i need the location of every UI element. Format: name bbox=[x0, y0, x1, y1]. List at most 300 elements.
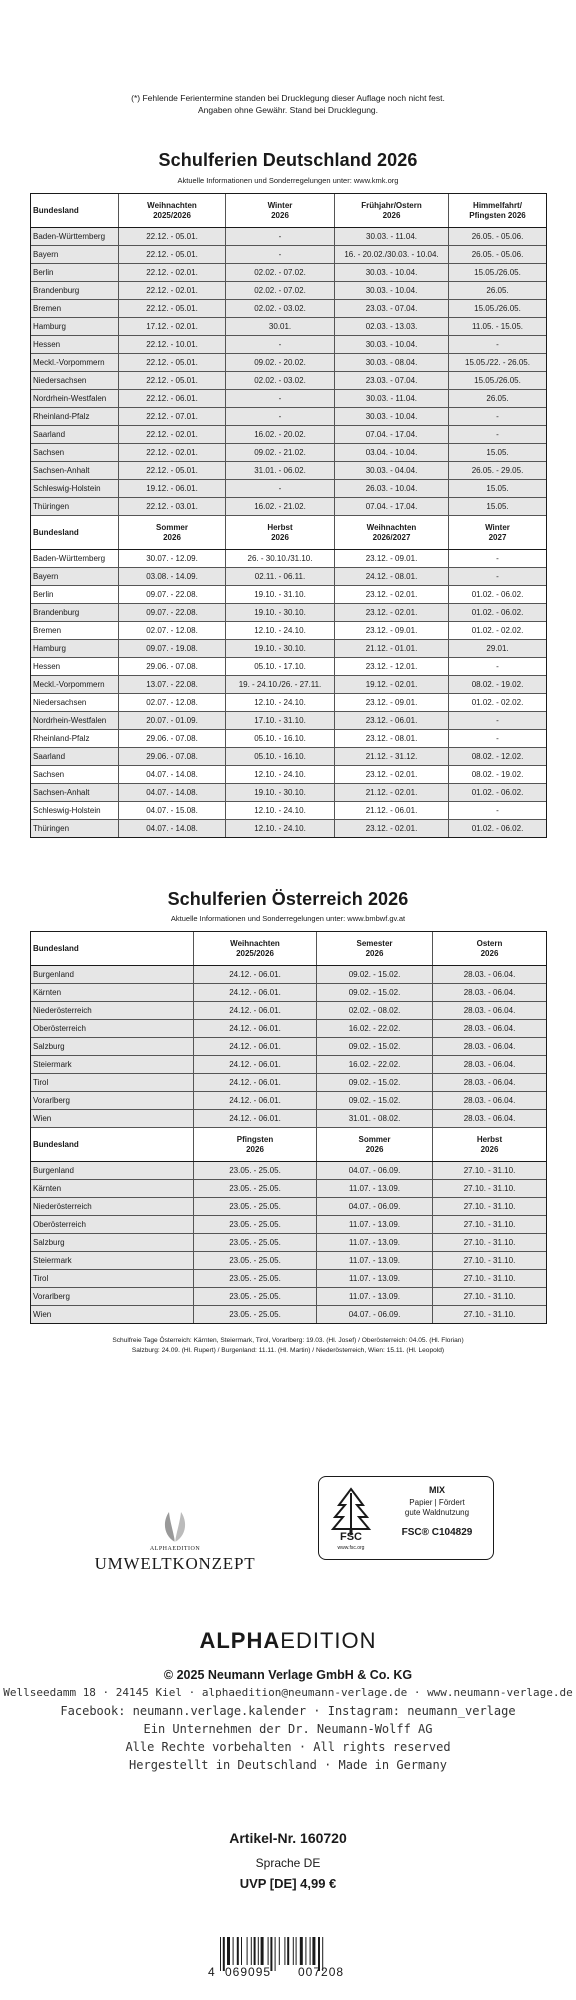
holiday-date-cell: - bbox=[449, 730, 547, 748]
state-name-cell: Niederösterreich bbox=[31, 1198, 194, 1216]
barcode-bar bbox=[310, 1937, 311, 1965]
table-row bbox=[31, 730, 547, 748]
state-name-cell: Niederösterreich bbox=[31, 1002, 194, 1020]
holiday-date-cell: 22.12. - 05.01. bbox=[119, 372, 226, 390]
state-name-cell: Bremen bbox=[31, 300, 119, 318]
holiday-date-cell: 01.02. - 06.02. bbox=[449, 604, 547, 622]
holiday-date-cell: 23.05. - 25.05. bbox=[194, 1270, 317, 1288]
holiday-date-cell: 09.02. - 15.02. bbox=[317, 1092, 433, 1110]
holiday-date-cell: 11.07. - 13.09. bbox=[317, 1216, 433, 1234]
state-name-cell: Steiermark bbox=[31, 1056, 194, 1074]
holiday-date-cell: 03.04. - 10.04. bbox=[335, 444, 449, 462]
table-row bbox=[31, 550, 547, 568]
barcode-bar bbox=[227, 1937, 230, 1965]
table-row bbox=[31, 802, 547, 820]
holiday-date-cell: 26.05. bbox=[449, 390, 547, 408]
column-header-winter: Winter 2027 bbox=[449, 516, 547, 550]
holiday-date-cell: 23.05. - 25.05. bbox=[194, 1216, 317, 1234]
table-row bbox=[31, 1198, 547, 1216]
table-row bbox=[31, 318, 547, 336]
table-row bbox=[31, 498, 547, 516]
fsc-badge bbox=[318, 1476, 494, 1560]
holiday-date-cell: 02.02. - 08.02. bbox=[317, 1002, 433, 1020]
holiday-date-cell: 09.02. - 21.02. bbox=[226, 444, 335, 462]
column-header-bundesland: Bundesland bbox=[31, 1128, 194, 1162]
state-name-cell: Berlin bbox=[31, 264, 119, 282]
holiday-date-cell: - bbox=[226, 246, 335, 264]
holiday-date-cell: 23.12. - 06.01. bbox=[335, 712, 449, 730]
holiday-date-cell: 24.12. - 08.01. bbox=[335, 568, 449, 586]
column-header-fruehjahr-ostern: Frühjahr/Ostern 2026 bbox=[335, 194, 449, 228]
barcode-bar bbox=[287, 1937, 289, 1965]
holiday-date-cell: 02.07. - 12.08. bbox=[119, 622, 226, 640]
holiday-date-cell: 08.02. - 12.02. bbox=[449, 748, 547, 766]
state-name-cell: Hamburg bbox=[31, 318, 119, 336]
holiday-date-cell: - bbox=[449, 712, 547, 730]
school-free-days-line-1: Schulfreie Tage Österreich: Kärnten, Steiermark, Tirol, Vorarlberg: 19.03. (Hl. Josef) / Oberösterreich: 04.05. (Hl. Florian) bbox=[112, 1337, 464, 1344]
column-header-weihnachten: Weihnachten 2025/2026 bbox=[119, 194, 226, 228]
holiday-date-cell: 23.12. - 02.01. bbox=[335, 604, 449, 622]
holiday-date-cell: 22.12. - 10.01. bbox=[119, 336, 226, 354]
holiday-date-cell: 23.05. - 25.05. bbox=[194, 1180, 317, 1198]
barcode-digits-right: 007208 bbox=[298, 1965, 345, 1979]
disclaimer-line-2: Angaben ohne Gewähr. Stand bei Drucklegung. bbox=[197, 105, 379, 115]
state-name-cell: Burgenland bbox=[31, 1162, 194, 1180]
table-row bbox=[31, 1252, 547, 1270]
holiday-date-cell: 02.02. - 03.02. bbox=[226, 300, 335, 318]
table-row bbox=[31, 784, 547, 802]
holiday-date-cell: - bbox=[226, 408, 335, 426]
holiday-date-cell: 04.07. - 06.09. bbox=[317, 1162, 433, 1180]
holiday-date-cell: 28.03. - 06.04. bbox=[433, 1038, 547, 1056]
article-number: Artikel-Nr. 160720 bbox=[229, 1830, 347, 1846]
holiday-date-cell: 22.12. - 05.01. bbox=[119, 354, 226, 372]
holiday-date-cell: 21.12. - 02.01. bbox=[335, 784, 449, 802]
column-header-bundesland: Bundesland bbox=[31, 932, 194, 966]
copyright: © 2025 Neumann Verlage GmbH & Co. KG bbox=[163, 1668, 413, 1682]
holiday-date-cell: 12.10. - 24.10. bbox=[226, 820, 335, 838]
holiday-date-cell: 30.03. - 10.04. bbox=[335, 408, 449, 426]
barcode-bar bbox=[312, 1937, 315, 1965]
holiday-date-cell: 29.06. - 07.08. bbox=[119, 748, 226, 766]
state-name-cell: Salzburg bbox=[31, 1038, 194, 1056]
holiday-date-cell: 19. - 24.10./26. - 27.11. bbox=[226, 676, 335, 694]
state-name-cell: Nordrhein-Westfalen bbox=[31, 712, 119, 730]
barcode-bar bbox=[305, 1937, 306, 1965]
barcode-bar bbox=[247, 1937, 248, 1965]
state-name-cell: Schleswig-Holstein bbox=[31, 480, 119, 498]
state-name-cell: Baden-Württemberg bbox=[31, 550, 119, 568]
umwelt-brand: ALPHAEDITION bbox=[149, 1546, 201, 1552]
table-row bbox=[31, 586, 547, 604]
holiday-date-cell: 22.12. - 07.01. bbox=[119, 408, 226, 426]
table-row bbox=[31, 372, 547, 390]
state-name-cell: Sachsen-Anhalt bbox=[31, 784, 119, 802]
state-name-cell: Burgenland bbox=[31, 966, 194, 984]
holiday-date-cell: 21.12. - 06.01. bbox=[335, 802, 449, 820]
holiday-date-cell: 22.12. - 02.01. bbox=[119, 282, 226, 300]
holiday-date-cell: 24.12. - 06.01. bbox=[194, 1074, 317, 1092]
barcode-digits-left: 069095 bbox=[225, 1965, 272, 1979]
umwelt-name: UMWELTKONZEPT bbox=[94, 1554, 256, 1573]
table-row bbox=[31, 1270, 547, 1288]
table-row bbox=[31, 228, 547, 246]
holiday-date-cell: - bbox=[449, 550, 547, 568]
state-name-cell: Thüringen bbox=[31, 820, 119, 838]
table-row bbox=[31, 1020, 547, 1038]
holiday-date-cell: 28.03. - 06.04. bbox=[433, 1074, 547, 1092]
holiday-date-cell: 29.01. bbox=[449, 640, 547, 658]
barcode-bar bbox=[279, 1937, 280, 1965]
table-row bbox=[31, 820, 547, 838]
holiday-date-cell: 11.07. - 13.09. bbox=[317, 1252, 433, 1270]
state-name-cell: Saarland bbox=[31, 426, 119, 444]
holiday-date-cell: 19.10. - 30.10. bbox=[226, 640, 335, 658]
state-name-cell: Steiermark bbox=[31, 1252, 194, 1270]
state-name-cell: Niedersachsen bbox=[31, 372, 119, 390]
holiday-date-cell: 22.12. - 02.01. bbox=[119, 264, 226, 282]
state-name-cell: Schleswig-Holstein bbox=[31, 802, 119, 820]
holiday-date-cell: 23.12. - 02.01. bbox=[335, 586, 449, 604]
table-row bbox=[31, 1038, 547, 1056]
holiday-date-cell: 27.10. - 31.10. bbox=[433, 1162, 547, 1180]
holiday-date-cell: 22.12. - 06.01. bbox=[119, 390, 226, 408]
holiday-date-cell: 24.12. - 06.01. bbox=[194, 966, 317, 984]
publisher-made-in: Hergestellt in Deutschland · Made in Germany bbox=[129, 1758, 447, 1772]
holiday-date-cell: 09.07. - 22.08. bbox=[119, 586, 226, 604]
state-name-cell: Sachsen bbox=[31, 766, 119, 784]
table-row bbox=[31, 766, 547, 784]
holiday-date-cell: 07.04. - 17.04. bbox=[335, 498, 449, 516]
holiday-date-cell: 04.07. - 14.08. bbox=[119, 766, 226, 784]
table-header-row bbox=[31, 1128, 547, 1162]
state-name-cell: Oberösterreich bbox=[31, 1216, 194, 1234]
holiday-date-cell: 15.05. bbox=[449, 444, 547, 462]
column-header-weihnachten: Weihnachten 2025/2026 bbox=[194, 932, 317, 966]
table-row bbox=[31, 1216, 547, 1234]
article-price: UVP [DE] 4,99 € bbox=[239, 1876, 337, 1891]
fsc-description bbox=[385, 1498, 489, 1518]
table-row bbox=[31, 246, 547, 264]
holiday-date-cell: 28.03. - 06.04. bbox=[433, 1092, 547, 1110]
holiday-date-cell: 01.02. - 06.02. bbox=[449, 586, 547, 604]
holiday-date-cell: 29.06. - 07.08. bbox=[119, 658, 226, 676]
holiday-date-cell: 23.03. - 07.04. bbox=[335, 300, 449, 318]
holiday-date-cell: - bbox=[226, 480, 335, 498]
state-name-cell: Hessen bbox=[31, 336, 119, 354]
holiday-date-cell: 02.07. - 12.08. bbox=[119, 694, 226, 712]
table-row bbox=[31, 658, 547, 676]
holiday-date-cell: 15.05./26.05. bbox=[449, 264, 547, 282]
holiday-date-cell: 24.12. - 06.01. bbox=[194, 1056, 317, 1074]
holiday-date-cell: 03.08. - 14.09. bbox=[119, 568, 226, 586]
holiday-date-cell: 30.03. - 11.04. bbox=[335, 228, 449, 246]
state-name-cell: Brandenburg bbox=[31, 282, 119, 300]
holiday-date-cell: 22.12. - 05.01. bbox=[119, 246, 226, 264]
barcode-bar bbox=[275, 1937, 276, 1971]
holiday-date-cell: 22.12. - 05.01. bbox=[119, 462, 226, 480]
state-name-cell: Vorarlberg bbox=[31, 1092, 194, 1110]
holiday-date-cell: 23.05. - 25.05. bbox=[194, 1306, 317, 1324]
state-name-cell: Bayern bbox=[31, 568, 119, 586]
holiday-date-cell: 27.10. - 31.10. bbox=[433, 1306, 547, 1324]
fsc-mix: MIX bbox=[428, 1485, 445, 1495]
state-name-cell: Nordrhein-Westfalen bbox=[31, 390, 119, 408]
holiday-date-cell: 07.04. - 17.04. bbox=[335, 426, 449, 444]
barcode-bar bbox=[254, 1937, 256, 1965]
table-row bbox=[31, 264, 547, 282]
holiday-date-cell: 09.02. - 20.02. bbox=[226, 354, 335, 372]
germany-subtitle: Aktuelle Informationen und Sonderregelungen unter: www.kmk.org bbox=[177, 176, 399, 185]
holiday-date-cell: 09.07. - 19.08. bbox=[119, 640, 226, 658]
state-name-cell: Niedersachsen bbox=[31, 694, 119, 712]
disclaimer-line-1: (*) Fehlende Ferientermine standen bei Drucklegung dieser Auflage noch nicht fest. bbox=[131, 93, 445, 103]
state-name-cell: Tirol bbox=[31, 1074, 194, 1092]
fsc-description-line-1: Papier | Fördert bbox=[409, 1498, 465, 1507]
holiday-date-cell: 23.05. - 25.05. bbox=[194, 1162, 317, 1180]
holiday-date-cell: 17.10. - 31.10. bbox=[226, 712, 335, 730]
germany-title: Schulferien Deutschland 2026 bbox=[158, 150, 418, 170]
column-header-herbst: Herbst 2026 bbox=[226, 516, 335, 550]
school-free-days-note bbox=[30, 1336, 546, 1356]
barcode-bar bbox=[268, 1937, 269, 1965]
holiday-date-cell: 24.12. - 06.01. bbox=[194, 984, 317, 1002]
barcode-digit-first: 4 bbox=[208, 1965, 215, 1979]
table-row bbox=[31, 1180, 547, 1198]
table-row bbox=[31, 984, 547, 1002]
holiday-date-cell: - bbox=[449, 802, 547, 820]
column-header-weihnachten: Weihnachten 2026/2027 bbox=[335, 516, 449, 550]
holiday-date-cell: 23.12. - 08.01. bbox=[335, 730, 449, 748]
germany-holiday-table bbox=[30, 193, 547, 838]
holiday-date-cell: 21.12. - 01.01. bbox=[335, 640, 449, 658]
barcode-bar bbox=[284, 1937, 285, 1965]
holiday-date-cell: 26.05. - 29.05. bbox=[449, 462, 547, 480]
table-row bbox=[31, 604, 547, 622]
state-name-cell: Bremen bbox=[31, 622, 119, 640]
holiday-date-cell: 19.10. - 30.10. bbox=[226, 784, 335, 802]
barcode-bar bbox=[233, 1937, 234, 1965]
holiday-date-cell: 22.12. - 05.01. bbox=[119, 300, 226, 318]
table-row bbox=[31, 712, 547, 730]
holiday-date-cell: 01.02. - 06.02. bbox=[449, 820, 547, 838]
state-name-cell: Wien bbox=[31, 1306, 194, 1324]
holiday-date-cell: 30.03. - 10.04. bbox=[335, 264, 449, 282]
holiday-date-cell: 22.12. - 02.01. bbox=[119, 426, 226, 444]
holiday-date-cell: 04.07. - 14.08. bbox=[119, 784, 226, 802]
barcode-bar bbox=[296, 1937, 297, 1965]
publisher-address: Wellseedamm 18 · 24145 Kiel · alphaedition@neumann-verlage.de · www.neumann-verlage.de bbox=[3, 1686, 573, 1699]
holiday-date-cell: 23.05. - 25.05. bbox=[194, 1234, 317, 1252]
table-row bbox=[31, 336, 547, 354]
holiday-date-cell: 30.07. - 12.09. bbox=[119, 550, 226, 568]
holiday-date-cell: 09.02. - 15.02. bbox=[317, 966, 433, 984]
holiday-date-cell: 27.10. - 31.10. bbox=[433, 1216, 547, 1234]
holiday-date-cell: 19.10. - 30.10. bbox=[226, 604, 335, 622]
holiday-date-cell: 15.05./22. - 26.05. bbox=[449, 354, 547, 372]
state-name-cell: Rheinland-Pfalz bbox=[31, 730, 119, 748]
table-row bbox=[31, 1092, 547, 1110]
fsc-letters: FSC bbox=[340, 1531, 362, 1543]
holiday-date-cell: 12.10. - 24.10. bbox=[226, 766, 335, 784]
school-free-days-line-2: Salzburg: 24.09. (Hl. Rupert) / Burgenland: 11.11. (Hl. Martin) / Niederösterreich, Wien: 15.11. (Hl. Leopold) bbox=[131, 1347, 445, 1354]
holiday-date-cell: 02.02. - 07.02. bbox=[226, 282, 335, 300]
column-header-himmelfahrt: Himmelfahrt/ Pfingsten 2026 bbox=[449, 194, 547, 228]
holiday-date-cell: - bbox=[226, 336, 335, 354]
holiday-date-cell: 30.03. - 10.04. bbox=[335, 282, 449, 300]
table-header-row bbox=[31, 516, 547, 550]
holiday-date-cell: 23.12. - 09.01. bbox=[335, 550, 449, 568]
alphaedition-logo bbox=[0, 1628, 576, 1654]
holiday-date-cell: 30.03. - 10.04. bbox=[335, 336, 449, 354]
holiday-date-cell: 12.10. - 24.10. bbox=[226, 802, 335, 820]
holiday-date-cell: 23.12. - 09.01. bbox=[335, 694, 449, 712]
holiday-date-cell: 02.03. - 13.03. bbox=[335, 318, 449, 336]
holiday-date-cell: 04.07. - 14.08. bbox=[119, 820, 226, 838]
holiday-date-cell: 19.10. - 31.10. bbox=[226, 586, 335, 604]
column-header-ostern: Ostern 2026 bbox=[433, 932, 547, 966]
holiday-date-cell: 28.03. - 06.04. bbox=[433, 1020, 547, 1038]
holiday-date-cell: 04.07. - 06.09. bbox=[317, 1198, 433, 1216]
holiday-date-cell: 30.01. bbox=[226, 318, 335, 336]
holiday-date-cell: 02.02. - 07.02. bbox=[226, 264, 335, 282]
state-name-cell: Berlin bbox=[31, 586, 119, 604]
barcode-bar bbox=[220, 1937, 221, 1971]
umweltkonzept-logo bbox=[80, 1508, 270, 1588]
state-name-cell: Rheinland-Pfalz bbox=[31, 408, 119, 426]
austria-holiday-table bbox=[30, 931, 547, 1324]
table-row bbox=[31, 480, 547, 498]
table-row bbox=[31, 1074, 547, 1092]
holiday-date-cell: 11.07. - 13.09. bbox=[317, 1234, 433, 1252]
table-row bbox=[31, 390, 547, 408]
column-header-bundesland: Bundesland bbox=[31, 516, 119, 550]
holiday-date-cell: 27.10. - 31.10. bbox=[433, 1234, 547, 1252]
holiday-date-cell: 15.05./26.05. bbox=[449, 372, 547, 390]
holiday-date-cell: - bbox=[449, 408, 547, 426]
holiday-date-cell: 27.10. - 31.10. bbox=[433, 1270, 547, 1288]
state-name-cell: Oberösterreich bbox=[31, 1020, 194, 1038]
table-row bbox=[31, 1056, 547, 1074]
holiday-date-cell: 29.06. - 07.08. bbox=[119, 730, 226, 748]
holiday-date-cell: 21.12. - 31.12. bbox=[335, 748, 449, 766]
barcode-bar bbox=[293, 1937, 294, 1965]
table-row bbox=[31, 568, 547, 586]
holiday-date-cell: 11.07. - 13.09. bbox=[317, 1270, 433, 1288]
holiday-date-cell: 05.10. - 16.10. bbox=[226, 730, 335, 748]
holiday-date-cell: 22.12. - 03.01. bbox=[119, 498, 226, 516]
holiday-date-cell: 30.03. - 04.04. bbox=[335, 462, 449, 480]
holiday-date-cell: 02.11. - 06.11. bbox=[226, 568, 335, 586]
state-name-cell: Salzburg bbox=[31, 1234, 194, 1252]
holiday-date-cell: 28.03. - 06.04. bbox=[433, 1110, 547, 1128]
table-row bbox=[31, 1002, 547, 1020]
leaf-icon bbox=[160, 1508, 190, 1544]
state-name-cell: Kärnten bbox=[31, 1180, 194, 1198]
holiday-date-cell: 19.12. - 02.01. bbox=[335, 676, 449, 694]
holiday-date-cell: 05.10. - 16.10. bbox=[226, 748, 335, 766]
holiday-date-cell: 13.07. - 22.08. bbox=[119, 676, 226, 694]
holiday-date-cell: - bbox=[226, 228, 335, 246]
table-row bbox=[31, 354, 547, 372]
table-row bbox=[31, 1234, 547, 1252]
holiday-date-cell: 23.12. - 09.01. bbox=[335, 622, 449, 640]
holiday-date-cell: 11.07. - 13.09. bbox=[317, 1288, 433, 1306]
barcode-bar bbox=[258, 1937, 259, 1965]
column-header-winter: Winter 2026 bbox=[226, 194, 335, 228]
table-row bbox=[31, 1162, 547, 1180]
state-name-cell: Hessen bbox=[31, 658, 119, 676]
holiday-date-cell: 17.12. - 02.01. bbox=[119, 318, 226, 336]
holiday-date-cell: 23.12. - 02.01. bbox=[335, 820, 449, 838]
barcode-bar bbox=[237, 1937, 239, 1965]
holiday-date-cell: 24.12. - 06.01. bbox=[194, 1092, 317, 1110]
state-name-cell: Sachsen bbox=[31, 444, 119, 462]
column-header-herbst: Herbst 2026 bbox=[433, 1128, 547, 1162]
holiday-date-cell: 04.07. - 15.08. bbox=[119, 802, 226, 820]
table-row bbox=[31, 444, 547, 462]
alphaedition-logo-light: EDITION bbox=[280, 1628, 377, 1653]
holiday-date-cell: 27.10. - 31.10. bbox=[433, 1198, 547, 1216]
holiday-date-cell: 01.02. - 02.02. bbox=[449, 694, 547, 712]
holiday-date-cell: 11.05. - 15.05. bbox=[449, 318, 547, 336]
holiday-date-cell: 27.10. - 31.10. bbox=[433, 1180, 547, 1198]
state-name-cell: Thüringen bbox=[31, 498, 119, 516]
holiday-date-cell: 16.02. - 22.02. bbox=[317, 1056, 433, 1074]
table-row bbox=[31, 300, 547, 318]
table-row bbox=[31, 748, 547, 766]
holiday-date-cell: 09.02. - 15.02. bbox=[317, 1074, 433, 1092]
publisher-rights: Alle Rechte vorbehalten · All rights reserved bbox=[125, 1740, 451, 1754]
austria-subtitle: Aktuelle Informationen und Sonderregelungen unter: www.bmbwf.gv.at bbox=[170, 914, 406, 923]
state-name-cell: Brandenburg bbox=[31, 604, 119, 622]
alphaedition-logo-bold: ALPHA bbox=[199, 1628, 281, 1653]
table-row bbox=[31, 676, 547, 694]
holiday-date-cell: 30.03. - 08.04. bbox=[335, 354, 449, 372]
state-name-cell: Bayern bbox=[31, 246, 119, 264]
holiday-date-cell: 31.01. - 06.02. bbox=[226, 462, 335, 480]
state-name-cell: Wien bbox=[31, 1110, 194, 1128]
holiday-date-cell: 09.02. - 15.02. bbox=[317, 984, 433, 1002]
barcode-bar bbox=[300, 1937, 303, 1965]
holiday-date-cell: 24.12. - 06.01. bbox=[194, 1110, 317, 1128]
holiday-date-cell: 20.07. - 01.09. bbox=[119, 712, 226, 730]
holiday-date-cell: - bbox=[449, 568, 547, 586]
holiday-date-cell: 08.02. - 19.02. bbox=[449, 676, 547, 694]
holiday-date-cell: 01.02. - 06.02. bbox=[449, 784, 547, 802]
disclaimer-note bbox=[0, 92, 576, 116]
holiday-date-cell: 16. - 20.02./30.03. - 10.04. bbox=[335, 246, 449, 264]
table-header-row bbox=[31, 194, 547, 228]
holiday-date-cell: 22.12. - 05.01. bbox=[119, 228, 226, 246]
holiday-date-cell: 23.05. - 25.05. bbox=[194, 1288, 317, 1306]
barcode-bar bbox=[251, 1937, 252, 1965]
state-name-cell: Hamburg bbox=[31, 640, 119, 658]
table-row bbox=[31, 408, 547, 426]
table-row bbox=[31, 1110, 547, 1128]
holiday-date-cell: 26.05. bbox=[449, 282, 547, 300]
holiday-date-cell: 24.12. - 06.01. bbox=[194, 1038, 317, 1056]
holiday-date-cell: 15.05. bbox=[449, 480, 547, 498]
holiday-date-cell: 28.03. - 06.04. bbox=[433, 1056, 547, 1074]
holiday-date-cell: 28.03. - 06.04. bbox=[433, 966, 547, 984]
holiday-date-cell: 26.05. - 05.06. bbox=[449, 228, 547, 246]
holiday-date-cell: 19.12. - 06.01. bbox=[119, 480, 226, 498]
table-row bbox=[31, 462, 547, 480]
table-row bbox=[31, 1288, 547, 1306]
state-name-cell: Sachsen-Anhalt bbox=[31, 462, 119, 480]
state-name-cell: Vorarlberg bbox=[31, 1288, 194, 1306]
